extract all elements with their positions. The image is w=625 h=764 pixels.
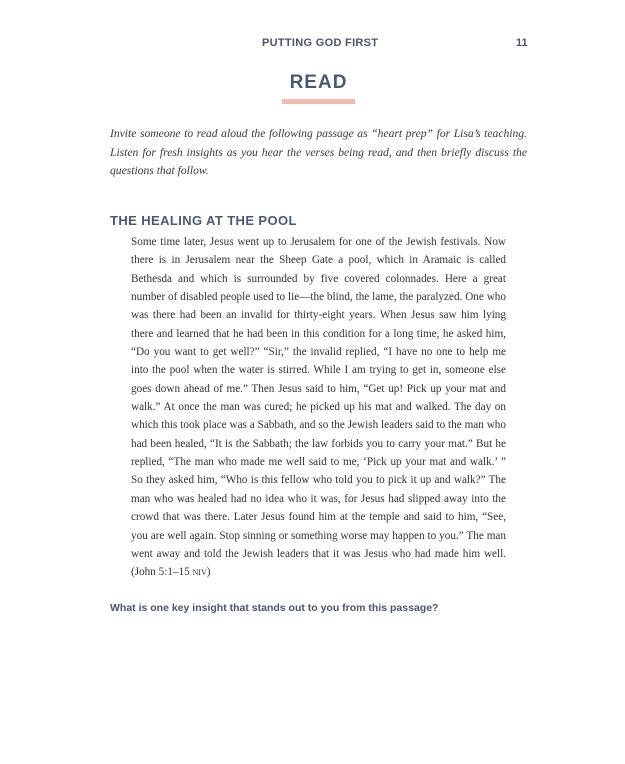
title-underline [282,99,355,104]
passage-version: niv [192,566,207,579]
discussion-question: What is one key insight that stands out to you from this passage? [110,602,439,614]
running-head: PUTTING GOD FIRST [262,37,379,49]
scripture-passage [131,233,506,582]
page-number: 11 [516,37,528,49]
passage-citation: (John 5:1–15 [131,566,190,579]
section-title: READ [289,72,348,93]
passage-heading: THE HEALING AT THE POOL [110,213,297,228]
intro-instructions: Invite someone to read aloud the following passage as “heart prep” for Lisa’s teaching. Listen for fresh insights as you hear the verses being read, and then briefly discuss the questions that follow. [110,127,527,177]
passage-citation-close: ) [206,566,211,579]
passage-text: Some time later, Jesus went up to Jerusalem for one of the Jewish festivals. Now there is in Jerusalem near the Sheep Gate a pool, which in Aramaic is called Bethesda and which is surrounded by five covered colonnades. Here a great number of disabled people used to lie—the blind, the lame, the paralyzed. One who was there had been an invalid for thirty-eight years. When Jesus saw him lying there and learned that he had been in this condition for a long time, he asked him, “Do you want to get well?” “Sir,” the invalid replied, “I have no one to help me into the pool when the water is stirred. While I am trying to get in, someone else goes down ahead of me.” Then Jesus said to him, “Get up! Pick up your mat and walk.” At once the man was cured; he picked up his mat and walked. The day on which this took place was a Sabbath, and so the Jewish leaders said to the man who had been healed, “It is the Sabbath; the law forbids you to carry your mat.” But he replied, “The man who made me well said to me, ‘Pick up your mat and walk.’ ” So they asked him, “Who is this fellow who told you to pick it up and walk?” The man who was healed had no idea who it was, for Jesus had slipped away into the crowd that was there. Later Jesus found him at the temple and said to him, “See, you are well again. Stop sinning or something worse may happen to you.” The man went away and told the Jewish leaders that it was Jesus who had made him well. [131,236,506,560]
